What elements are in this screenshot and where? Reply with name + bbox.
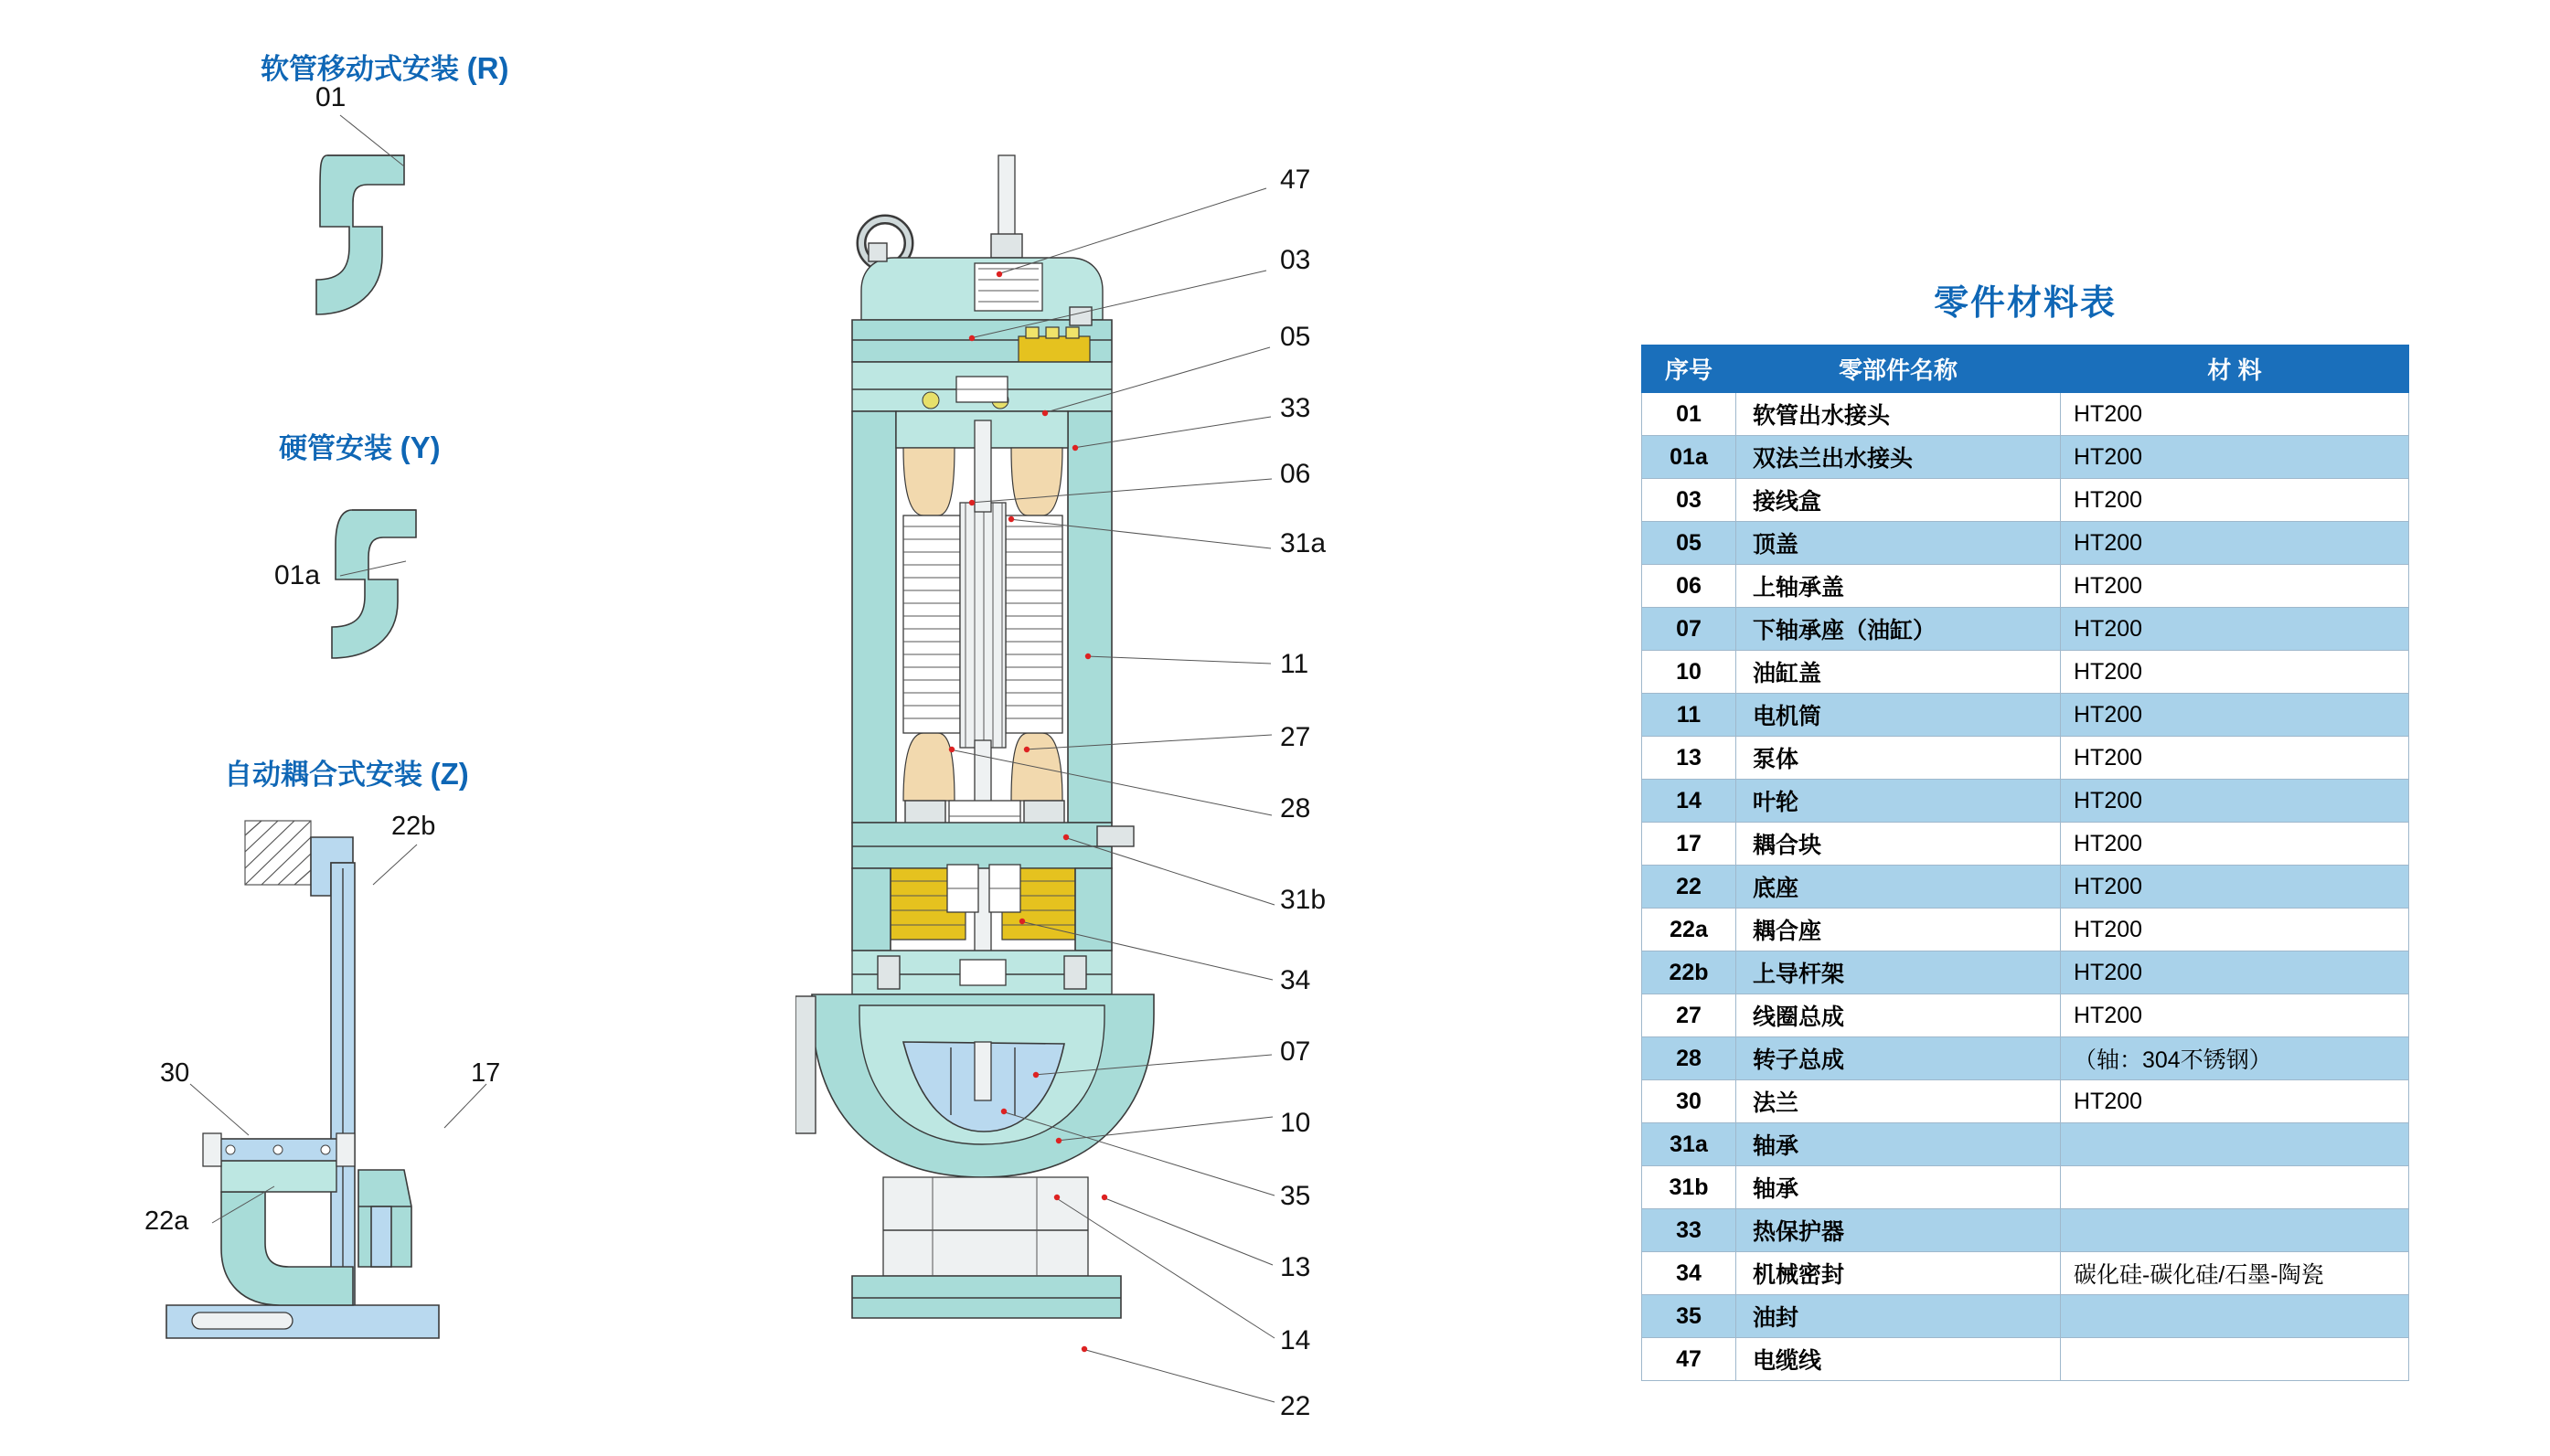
table-row bbox=[1642, 866, 2409, 909]
cell-material bbox=[2061, 1209, 2409, 1252]
cell-no: 22 bbox=[1642, 866, 1736, 909]
variant-code-z: (Z) bbox=[430, 757, 469, 791]
cell-material: HT200 bbox=[2061, 994, 2409, 1037]
callout-13: 13 bbox=[1280, 1252, 1311, 1282]
leader-07 bbox=[1029, 1049, 1280, 1082]
leader-28 bbox=[944, 740, 1281, 823]
cell-no: 14 bbox=[1642, 780, 1736, 823]
cell-material: HT200 bbox=[2061, 479, 2409, 522]
cell-name: 油封 bbox=[1736, 1295, 2061, 1338]
callout-31a: 31a bbox=[1280, 528, 1327, 558]
cell-no: 01 bbox=[1642, 393, 1736, 436]
cell-no: 22b bbox=[1642, 951, 1736, 994]
cell-material: HT200 bbox=[2061, 823, 2409, 866]
callout-27: 27 bbox=[1280, 722, 1311, 752]
variant-title-r-cn: 软管移动式安装 bbox=[261, 53, 459, 85]
callout-z-22a: 22a bbox=[144, 1206, 189, 1236]
table-row bbox=[1642, 565, 2409, 608]
callout-z-30: 30 bbox=[160, 1058, 190, 1088]
cell-no: 10 bbox=[1642, 651, 1736, 694]
callout-05: 05 bbox=[1280, 322, 1311, 352]
cell-name: 电机筒 bbox=[1736, 694, 2061, 737]
cell-name: 电缆线 bbox=[1736, 1338, 2061, 1381]
cell-material: （轴：304不锈钢） bbox=[2061, 1037, 2409, 1080]
cell-material: HT200 bbox=[2061, 951, 2409, 994]
cell-name: 下轴承座（油缸） bbox=[1736, 608, 2061, 651]
table-row bbox=[1642, 522, 2409, 565]
cell-no: 07 bbox=[1642, 608, 1736, 651]
cell-name: 油缸盖 bbox=[1736, 651, 2061, 694]
cell-no: 13 bbox=[1642, 737, 1736, 780]
callout-z-17: 17 bbox=[471, 1058, 501, 1088]
table-row bbox=[1642, 1037, 2409, 1080]
callout-35: 35 bbox=[1280, 1181, 1311, 1211]
header-name: 零部件名称 bbox=[1736, 345, 2061, 393]
cell-material: HT200 bbox=[2061, 522, 2409, 565]
cell-name: 底座 bbox=[1736, 866, 2061, 909]
cell-no: 30 bbox=[1642, 1080, 1736, 1123]
cell-material: HT200 bbox=[2061, 694, 2409, 737]
callout-03: 03 bbox=[1280, 245, 1311, 275]
table-row bbox=[1642, 909, 2409, 951]
cell-no: 17 bbox=[1642, 823, 1736, 866]
callout-31b: 31b bbox=[1280, 885, 1327, 915]
table-row bbox=[1642, 823, 2409, 866]
cell-material: HT200 bbox=[2061, 565, 2409, 608]
cell-no: 34 bbox=[1642, 1252, 1736, 1295]
table-row bbox=[1642, 737, 2409, 780]
table-row bbox=[1642, 1123, 2409, 1166]
cell-name: 法兰 bbox=[1736, 1080, 2061, 1123]
cell-name: 转子总成 bbox=[1736, 1037, 2061, 1080]
leader-14 bbox=[1050, 1188, 1283, 1349]
callout-47: 47 bbox=[1280, 165, 1311, 195]
cell-name: 软管出水接头 bbox=[1736, 393, 2061, 436]
cell-no: 47 bbox=[1642, 1338, 1736, 1381]
callout-z-22b: 22b bbox=[391, 812, 436, 841]
leader-31b bbox=[1059, 830, 1283, 912]
cell-no: 11 bbox=[1642, 694, 1736, 737]
cell-material: HT200 bbox=[2061, 780, 2409, 823]
table-header-row bbox=[1642, 345, 2409, 393]
callout-r-01: 01 bbox=[315, 82, 347, 112]
variant-title-z-cn: 自动耦合式安装 bbox=[224, 759, 422, 791]
cell-name: 耦合块 bbox=[1736, 823, 2061, 866]
leader-z-17 bbox=[430, 1080, 503, 1153]
cell-name: 轴承 bbox=[1736, 1166, 2061, 1209]
callout-y-01a: 01a bbox=[274, 560, 321, 590]
variant-title-r bbox=[261, 46, 508, 87]
parts-table bbox=[1641, 345, 2409, 1381]
cell-material: HT200 bbox=[2061, 651, 2409, 694]
cell-name: 热保护器 bbox=[1736, 1209, 2061, 1252]
callout-33: 33 bbox=[1280, 393, 1311, 423]
cell-material: HT200 bbox=[2061, 737, 2409, 780]
variant-title-z bbox=[224, 751, 469, 792]
cell-no: 27 bbox=[1642, 994, 1736, 1037]
cell-no: 31a bbox=[1642, 1123, 1736, 1166]
cell-material bbox=[2061, 1295, 2409, 1338]
leader-22 bbox=[1077, 1336, 1283, 1409]
variant-code-y: (Y) bbox=[400, 430, 441, 464]
variant-title-y bbox=[279, 425, 441, 466]
table-row bbox=[1642, 479, 2409, 522]
cell-no: 33 bbox=[1642, 1209, 1736, 1252]
leader-06 bbox=[965, 473, 1280, 510]
cell-no: 03 bbox=[1642, 479, 1736, 522]
cell-material: HT200 bbox=[2061, 1080, 2409, 1123]
cell-no: 22a bbox=[1642, 909, 1736, 951]
cell-material bbox=[2061, 1166, 2409, 1209]
table-row bbox=[1642, 436, 2409, 479]
table-row bbox=[1642, 994, 2409, 1037]
callout-28: 28 bbox=[1280, 793, 1311, 824]
table-row bbox=[1642, 651, 2409, 694]
header-material: 材 料 bbox=[2061, 345, 2409, 393]
cell-material: HT200 bbox=[2061, 436, 2409, 479]
table-row bbox=[1642, 1252, 2409, 1295]
parts-table-container bbox=[1641, 274, 2409, 1381]
cell-material bbox=[2061, 1123, 2409, 1166]
table-row bbox=[1642, 1080, 2409, 1123]
callout-10: 10 bbox=[1280, 1108, 1311, 1138]
leader-y-01a bbox=[336, 548, 437, 594]
header-no: 序号 bbox=[1642, 345, 1736, 393]
table-row bbox=[1642, 780, 2409, 823]
cell-name: 线圈总成 bbox=[1736, 994, 2061, 1037]
cell-name: 泵体 bbox=[1736, 737, 2061, 780]
table-row bbox=[1642, 393, 2409, 436]
leader-z-22a bbox=[208, 1179, 300, 1234]
table-row bbox=[1642, 951, 2409, 994]
cell-name: 叶轮 bbox=[1736, 780, 2061, 823]
table-row bbox=[1642, 608, 2409, 651]
callout-06: 06 bbox=[1280, 459, 1311, 489]
cell-name: 双法兰出水接头 bbox=[1736, 436, 2061, 479]
leader-z-30 bbox=[183, 1079, 274, 1152]
table-row bbox=[1642, 694, 2409, 737]
cell-no: 01a bbox=[1642, 436, 1736, 479]
cell-material: HT200 bbox=[2061, 608, 2409, 651]
cell-name: 接线盒 bbox=[1736, 479, 2061, 522]
cell-material bbox=[2061, 1338, 2409, 1381]
callout-07: 07 bbox=[1280, 1036, 1311, 1067]
leader-05 bbox=[1038, 344, 1277, 420]
leader-11 bbox=[1081, 640, 1278, 685]
cell-no: 35 bbox=[1642, 1295, 1736, 1338]
table-row bbox=[1642, 1295, 2409, 1338]
table-row bbox=[1642, 1209, 2409, 1252]
leader-33 bbox=[1068, 411, 1278, 455]
leader-34 bbox=[1015, 914, 1280, 996]
parts-table-title: 零件材料表 bbox=[1933, 284, 2117, 323]
cell-no: 31b bbox=[1642, 1166, 1736, 1209]
cell-name: 耦合座 bbox=[1736, 909, 2061, 951]
leader-31a bbox=[1004, 512, 1278, 559]
callout-11: 11 bbox=[1280, 649, 1309, 679]
cell-no: 06 bbox=[1642, 565, 1736, 608]
callout-14: 14 bbox=[1280, 1325, 1311, 1355]
callout-22: 22 bbox=[1280, 1391, 1311, 1421]
table-row bbox=[1642, 1338, 2409, 1381]
cell-material: HT200 bbox=[2061, 393, 2409, 436]
cell-name: 上导杆架 bbox=[1736, 951, 2061, 994]
cell-material: 碳化硅-碳化硅/石墨-陶瓷 bbox=[2061, 1252, 2409, 1295]
variant-title-y-cn: 硬管安装 bbox=[279, 432, 392, 464]
leader-03 bbox=[965, 267, 1275, 345]
cell-name: 机械密封 bbox=[1736, 1252, 2061, 1295]
cell-no: 28 bbox=[1642, 1037, 1736, 1080]
cell-material: HT200 bbox=[2061, 866, 2409, 909]
cell-material: HT200 bbox=[2061, 909, 2409, 951]
leader-z-22b bbox=[347, 841, 430, 905]
cell-no: 05 bbox=[1642, 522, 1736, 565]
variant-code-r: (R) bbox=[466, 51, 509, 85]
table-row bbox=[1642, 1166, 2409, 1209]
callout-34: 34 bbox=[1280, 965, 1311, 995]
cell-name: 顶盖 bbox=[1736, 522, 2061, 565]
cell-name: 轴承 bbox=[1736, 1123, 2061, 1166]
leader-r-01 bbox=[329, 110, 430, 183]
cell-name: 上轴承盖 bbox=[1736, 565, 2061, 608]
